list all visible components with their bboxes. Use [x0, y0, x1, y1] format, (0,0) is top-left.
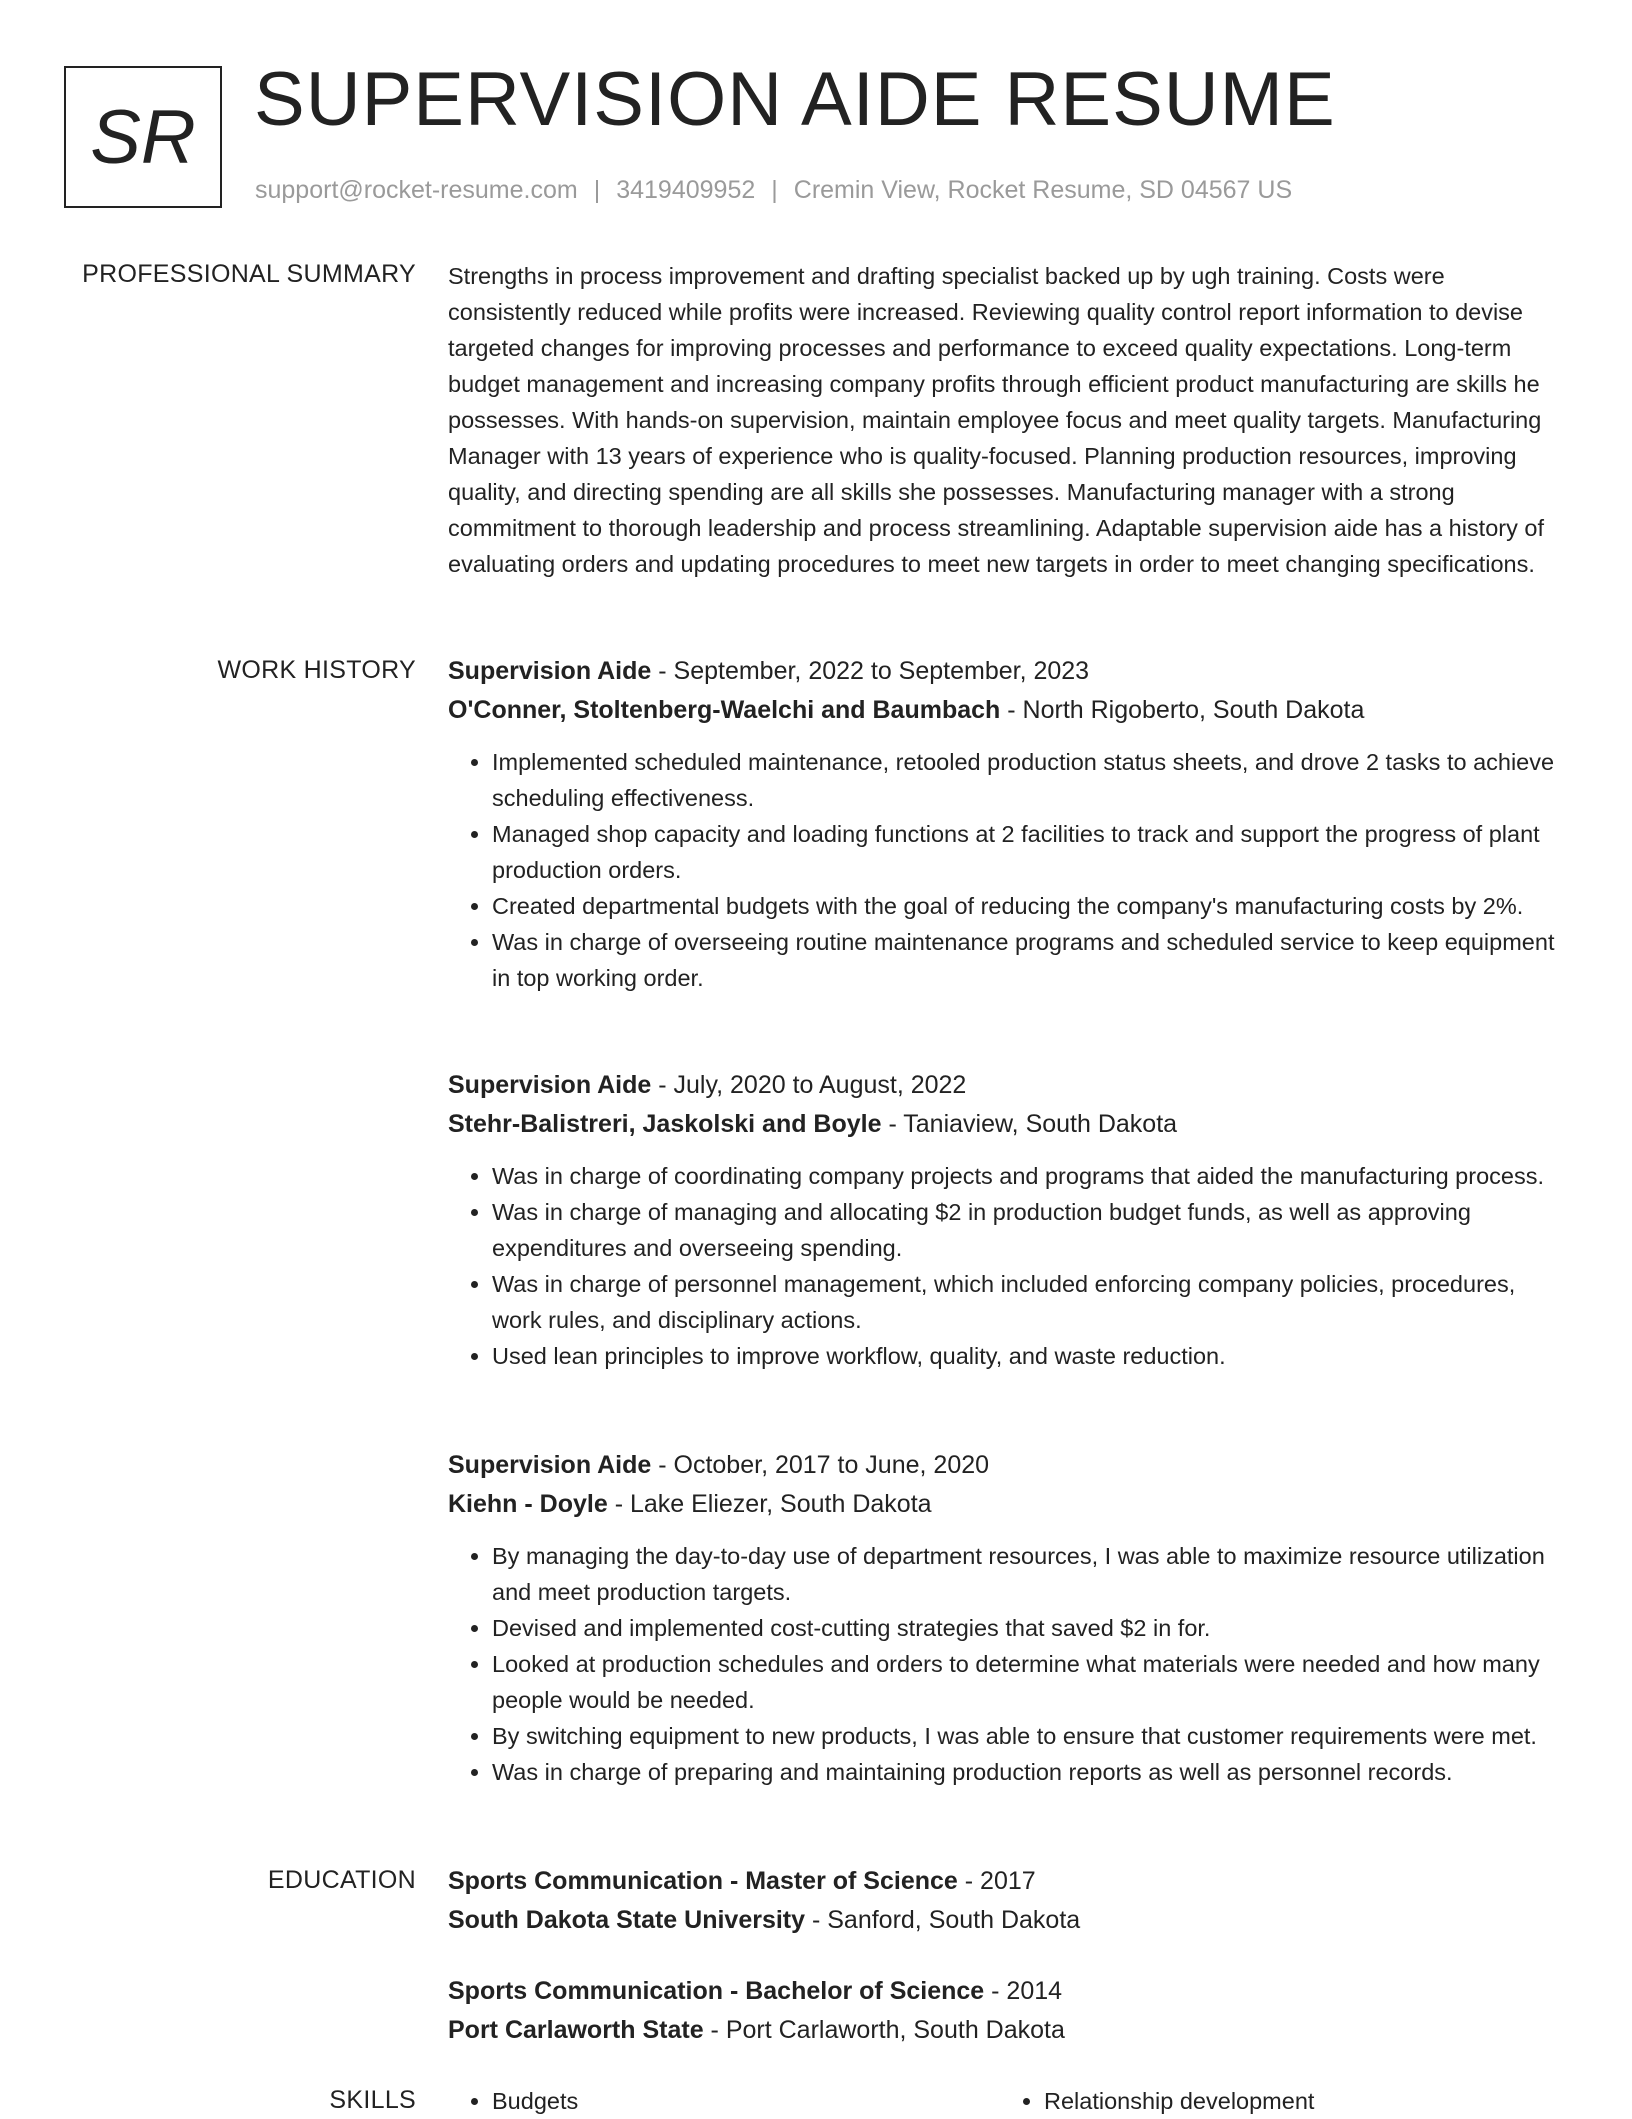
skills-section	[448, 2083, 1564, 2119]
education-degree: Sports Communication - Master of Science	[448, 1867, 958, 1895]
job-company: Stehr-Balistreri, Jaskolski and Boyle	[448, 1110, 882, 1138]
education-location: - Sanford, South Dakota	[805, 1906, 1081, 1934]
initials-monogram	[64, 66, 222, 208]
job-bullet: • Was in charge of overseeing routine maintenance programs and scheduled service to keep equipment in top working order.	[492, 924, 1564, 996]
section-label-education: EDUCATION	[267, 1866, 416, 1894]
education-degree-line	[448, 1862, 1564, 1901]
resume-title: SUPERVISION AIDE RESUME	[254, 57, 1336, 142]
job-bullet: • Used lean principles to improve workflow, quality, and waste reduction.	[492, 1338, 1564, 1374]
job-bullets	[448, 1158, 1564, 1374]
contact-separator: |	[593, 176, 601, 204]
education-school-line	[448, 2011, 1564, 2050]
job-bullet: • Created departmental budgets with the goal of reducing the company's manufacturing costs by 2%.	[492, 888, 1564, 924]
job-bullet: • Looked at production schedules and orders to determine what materials were needed and how many people would be needed.	[492, 1646, 1564, 1718]
education-school: South Dakota State University	[448, 1906, 806, 1934]
job-company-line	[448, 691, 1564, 730]
job-title: Supervision Aide	[448, 1071, 652, 1099]
job-bullet: • Managed shop capacity and loading functions at 2 facilities to track and support the progress of plant production orders.	[492, 816, 1564, 888]
education-degree-line	[448, 1972, 1564, 2011]
job-entry	[448, 1446, 1564, 1790]
job-entry	[448, 652, 1564, 996]
job-location: - Taniaview, South Dakota	[881, 1110, 1178, 1138]
job-company-line	[448, 1485, 1564, 1524]
education-entry	[448, 1862, 1564, 1940]
contact-email[interactable]: support@rocket-resume.com	[255, 176, 578, 204]
job-location: - North Rigoberto, South Dakota	[1000, 696, 1365, 724]
job-title-line	[448, 1066, 1564, 1105]
job-bullet: • By managing the day-to-day use of department resources, I was able to maximize resource utilization and meet production targets.	[492, 1538, 1564, 1610]
job-bullet: • Implemented scheduled maintenance, retooled production status sheets, and drove 2 tasks to achieve scheduling effectiveness.	[492, 744, 1564, 816]
section-label-summary: PROFESSIONAL SUMMARY	[82, 260, 416, 288]
education-school: Port Carlaworth State	[448, 2016, 704, 2044]
summary-section	[448, 258, 1564, 582]
education-year: - 2014	[984, 1977, 1063, 2005]
job-company-line	[448, 1105, 1564, 1144]
job-company: Kiehn - Doyle	[448, 1490, 608, 1518]
contact-line	[255, 176, 1292, 205]
job-bullet: • Was in charge of managing and allocating $2 in production budget funds, as well as approving expenditures and overseeing spending.	[492, 1194, 1564, 1266]
job-bullet: • Was in charge of personnel management, which included enforcing company policies, procedures, work rules, and disciplinary actions.	[492, 1266, 1564, 1338]
job-dates: - October, 2017 to June, 2020	[651, 1451, 990, 1479]
contact-phone[interactable]: 3419409952	[616, 176, 756, 204]
summary-text: Strengths in process improvement and drafting specialist backed up by ugh training. Costs were consistently reduced while profits were increased. Reviewing quality control report information to devise targeted changes for improving processes and performance to exceed quality expectations. Long-term budget management and increasing company profits through efficient product manufacturing are skills he possesses. With hands-on supervision, maintain employee focus and meet quality targets. Manufacturing Manager with 13 years of experience who is quality-focused. Planning production resources, improving quality, and directing spending are all skills she possesses. Manufacturing manager with a strong commitment to thorough leadership and process streamlining. Adaptable supervision aide has a history of evaluating orders and updating procedures to meet new targets in order to meet changing specifications.	[448, 263, 1544, 577]
skills-list-right	[1000, 2083, 1552, 2119]
job-location: - Lake Eliezer, South Dakota	[607, 1490, 932, 1518]
job-bullets	[448, 1538, 1564, 1790]
skills-list-left	[448, 2083, 1000, 2119]
job-title-line	[448, 652, 1564, 691]
education-entry	[448, 1972, 1564, 2050]
job-title: Supervision Aide	[448, 657, 652, 685]
job-bullet: • Was in charge of preparing and maintaining production reports as well as personnel records.	[492, 1754, 1564, 1790]
job-bullet: • Was in charge of coordinating company projects and programs that aided the manufacturing process.	[492, 1158, 1564, 1194]
education-school-line	[448, 1901, 1564, 1940]
job-entry	[448, 1066, 1564, 1374]
section-label-work-history: WORK HISTORY	[217, 656, 416, 684]
job-title-line	[448, 1446, 1564, 1485]
job-bullet: • By switching equipment to new products, I was able to ensure that customer requirements were met.	[492, 1718, 1564, 1754]
education-location: - Port Carlaworth, South Dakota	[703, 2016, 1065, 2044]
contact-separator: |	[771, 176, 778, 204]
skill-item: • Relationship development	[1044, 2083, 1552, 2119]
skill-item: • Budgets	[492, 2083, 1000, 2119]
education-degree: Sports Communication - Bachelor of Science	[448, 1977, 985, 2005]
contact-address: Cremin View, Rocket Resume, SD 04567 US	[793, 176, 1293, 204]
job-bullets	[448, 744, 1564, 996]
job-company: O'Conner, Stoltenberg-Waelchi and Baumbach	[448, 696, 1001, 724]
job-title: Supervision Aide	[448, 1451, 652, 1479]
section-label-skills: SKILLS	[329, 2086, 416, 2114]
education-year: - 2017	[957, 1867, 1036, 1895]
job-dates: - July, 2020 to August, 2022	[651, 1071, 967, 1099]
initials-text: SR	[90, 94, 196, 180]
job-bullet: • Devised and implemented cost-cutting strategies that saved $2 in for.	[492, 1610, 1564, 1646]
job-dates: - September, 2022 to September, 2023	[651, 657, 1090, 685]
